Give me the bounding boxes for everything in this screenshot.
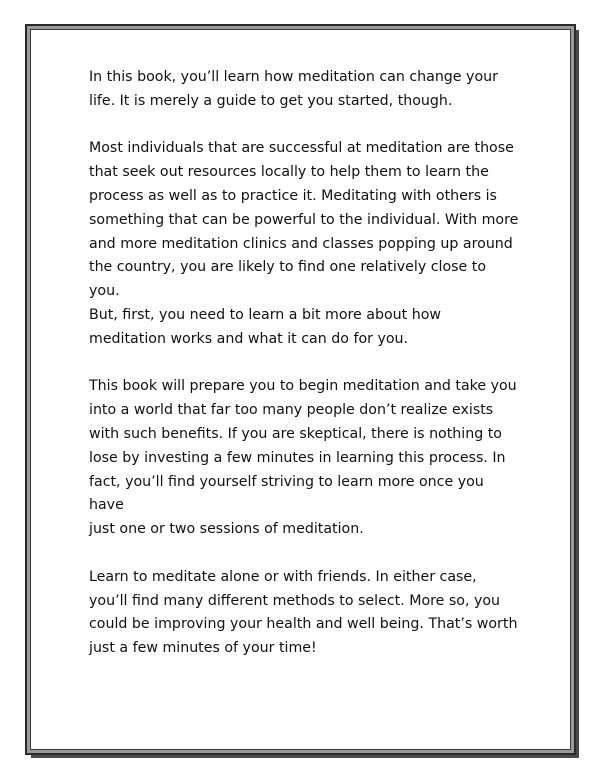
page-body (89, 66, 519, 685)
document-page (25, 24, 576, 755)
paragraph-prepare: This book will prepare you to begin meditation and take you into a world that far too many people don’t realize exists with such benefits. If you are skeptical, there is nothing to lose by investing a few minutes in learning this process. In fact, you’ll find yourself striving to learn more once you have just one or two sessions of meditation. (89, 378, 517, 538)
paragraph-resources: Most individuals that are successful at meditation are those that seek out resources locally to help them to learn the process as well as to practice it. Meditating with others is something that can be powerful to the individual. With more and more meditation clinics and classes popping up around the country, you are likely to find one relatively close to you. But, first, you need to learn a bit more about how meditation works and what it can do for you. (89, 140, 519, 347)
paragraph-intro: In this book, you’ll learn how meditation can change your life. It is merely a guide to get you started, though. (89, 69, 498, 109)
paragraph-closing: Learn to meditate alone or with friends. In either case, you’ll find many different methods to select. More so, you could be improving your health and well being. That’s worth just a few minutes of your time! (89, 568, 518, 657)
